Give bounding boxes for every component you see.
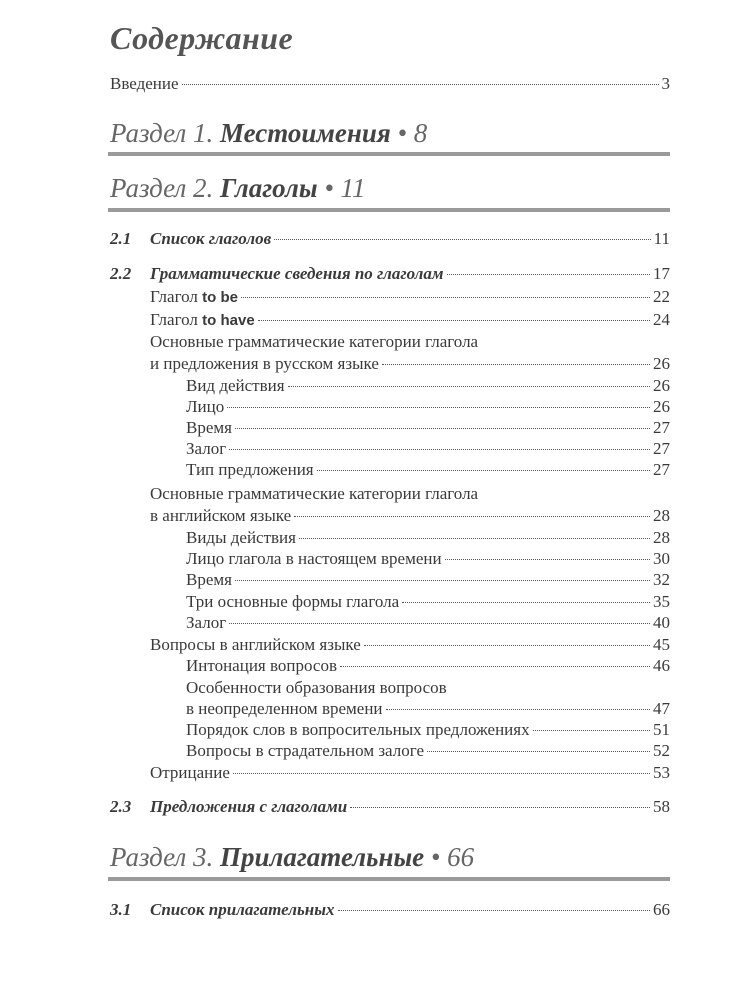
part-name: Прилагательные: [219, 842, 425, 872]
entry-page: 45: [653, 635, 670, 654]
entry-label: Введение: [110, 74, 179, 93]
entry-page: 35: [653, 592, 670, 611]
entry-label: Залог: [186, 439, 227, 458]
part-heading-2[interactable]: [110, 173, 670, 204]
part-name: Местоимения: [219, 118, 391, 148]
part-page: 11: [340, 173, 366, 203]
entry-label: Три основные формы глагола: [186, 592, 400, 611]
part-separator: •: [397, 118, 407, 148]
section-number: 3.1: [110, 900, 132, 919]
entry-label: Лицо глагола в настоящем времени: [186, 549, 442, 568]
part-page: 8: [413, 118, 428, 148]
entry-label: Предложения с глаголами: [150, 797, 348, 816]
keyword: to be: [202, 289, 238, 306]
entry-label: Список прилагательных: [150, 900, 335, 919]
page-title: Содержание: [110, 20, 294, 56]
entry-label: Залог: [186, 613, 227, 632]
toc-entry-q-intonation[interactable]: [0, 656, 750, 676]
toc-entry-ru-categories[interactable]: [0, 354, 750, 374]
entry-label: в неопределенном времени: [186, 699, 383, 718]
leader-dots: [382, 364, 650, 365]
leader-dots: [445, 559, 650, 560]
leader-dots: [386, 709, 650, 710]
toc-entry-2-3[interactable]: [0, 797, 750, 817]
entry-page: 52: [653, 741, 670, 760]
leader-dots: [233, 773, 650, 774]
entry-label: и предложения в русском языке: [150, 354, 379, 373]
leader-dots: [338, 910, 651, 911]
entry-page: 58: [653, 797, 670, 816]
part-heading-1[interactable]: [110, 118, 670, 149]
toc-entry-ru-item[interactable]: [0, 376, 750, 396]
entry-page: 30: [653, 549, 670, 568]
entry-page: 47: [653, 699, 670, 718]
entry-label: Отрицание: [150, 763, 230, 782]
leader-dots: [294, 516, 650, 517]
entry-page: 66: [653, 900, 670, 919]
entry-label: Вопросы в страдательном залоге: [186, 741, 425, 760]
part-separator: •: [430, 842, 441, 872]
entry-page: 51: [653, 720, 670, 739]
leader-dots: [402, 602, 650, 603]
entry-label: в английском языке: [150, 506, 292, 525]
entry-page: 17: [653, 264, 670, 283]
entry-page: 28: [653, 528, 670, 547]
part-separator: •: [324, 173, 334, 203]
entry-page: 26: [653, 354, 670, 373]
entry-page: 26: [653, 376, 670, 395]
leader-dots: [288, 386, 650, 387]
leader-dots: [340, 666, 650, 667]
toc-entry-2-2[interactable]: [0, 264, 750, 284]
entry-page: 22: [653, 287, 670, 306]
entry-page: 27: [653, 439, 670, 458]
entry-label: Вопросы в английском языке: [150, 635, 361, 654]
leader-dots: [229, 623, 650, 624]
toc-entry-negation[interactable]: [0, 763, 750, 783]
part-rule: [108, 208, 670, 212]
toc-entry-intro[interactable]: [0, 74, 750, 94]
section-number: 2.3: [110, 797, 132, 816]
toc-entry-en-item[interactable]: [0, 549, 750, 569]
entry-label: Лицо: [186, 397, 225, 416]
section-number: 2.2: [110, 264, 132, 283]
leader-dots: [227, 407, 650, 408]
entry-label-line1: Основные грамматические категории глагола: [150, 332, 479, 351]
part-rule: [108, 152, 670, 156]
entry-label: Тип предложения: [186, 460, 314, 479]
toc-entry-en-item[interactable]: [0, 592, 750, 612]
part-prefix: Раздел 3.: [110, 842, 214, 872]
entry-label: Интонация вопросов: [186, 656, 337, 675]
leader-dots: [235, 580, 650, 581]
entry-page: 27: [653, 460, 670, 479]
entry-label-line1: Основные грамматические категории глагола: [150, 484, 479, 503]
toc-entry-en-item[interactable]: [0, 528, 750, 548]
entry-label: Виды действия: [186, 528, 296, 547]
entry-page: 26: [653, 397, 670, 416]
entry-page: 3: [661, 74, 670, 93]
leader-dots: [533, 730, 650, 731]
part-page: 66: [447, 842, 475, 872]
leader-dots: [258, 320, 650, 321]
entry-label: Время: [186, 570, 232, 589]
entry-page: 27: [653, 418, 670, 437]
toc-entry-en-item[interactable]: [0, 613, 750, 633]
entry-label: Глагол to have: [150, 310, 255, 329]
leader-dots: [427, 751, 650, 752]
entry-label: Время: [186, 418, 232, 437]
toc-entry-to-be[interactable]: [0, 287, 750, 307]
part-prefix: Раздел 1.: [110, 118, 214, 148]
toc-entry-ru-item[interactable]: [0, 397, 750, 417]
leader-dots: [350, 807, 650, 808]
leader-dots: [274, 239, 650, 240]
part-rule: [108, 877, 670, 881]
entry-page: 46: [653, 656, 670, 675]
toc-entry-3-1[interactable]: [0, 900, 750, 920]
entry-page: 40: [653, 613, 670, 632]
toc-entry-ru-item[interactable]: [0, 439, 750, 459]
entry-label: Глагол to be: [150, 287, 238, 306]
entry-page: 53: [653, 763, 670, 782]
toc-entry-2-1[interactable]: [0, 229, 750, 249]
toc-entry-to-have[interactable]: [0, 310, 750, 330]
entry-page: 28: [653, 506, 670, 525]
entry-label: Список глаголов: [150, 229, 272, 248]
part-name: Глаголы: [219, 173, 318, 203]
leader-dots: [317, 470, 650, 471]
part-heading-3[interactable]: [110, 842, 670, 873]
toc-entry-q-passive[interactable]: [0, 741, 750, 761]
toc-entry-en-categories[interactable]: [0, 506, 750, 526]
leader-dots: [447, 274, 650, 275]
leader-dots: [235, 428, 650, 429]
entry-label: Вид действия: [186, 376, 285, 395]
toc-entry-questions[interactable]: [0, 635, 750, 655]
entry-page: 24: [653, 310, 670, 329]
toc-entry-ru-item[interactable]: [0, 460, 750, 480]
section-number: 2.1: [110, 229, 132, 248]
leader-dots: [241, 297, 650, 298]
keyword: to have: [202, 312, 255, 329]
leader-dots: [182, 84, 659, 85]
toc-entry-q-formation[interactable]: [0, 699, 750, 719]
toc-entry-q-order[interactable]: [0, 720, 750, 740]
leader-dots: [364, 645, 650, 646]
toc-entry-ru-item[interactable]: [0, 418, 750, 438]
toc-entry-en-item[interactable]: [0, 570, 750, 590]
entry-label-line1: Особенности образования вопросов: [186, 678, 447, 697]
part-prefix: Раздел 2.: [110, 173, 214, 203]
entry-page: 11: [653, 229, 670, 248]
entry-label: Грамматические сведения по глаголам: [150, 264, 444, 283]
entry-page: 32: [653, 570, 670, 589]
leader-dots: [229, 449, 650, 450]
entry-label: Порядок слов в вопросительных предложениях: [186, 720, 530, 739]
leader-dots: [299, 538, 650, 539]
